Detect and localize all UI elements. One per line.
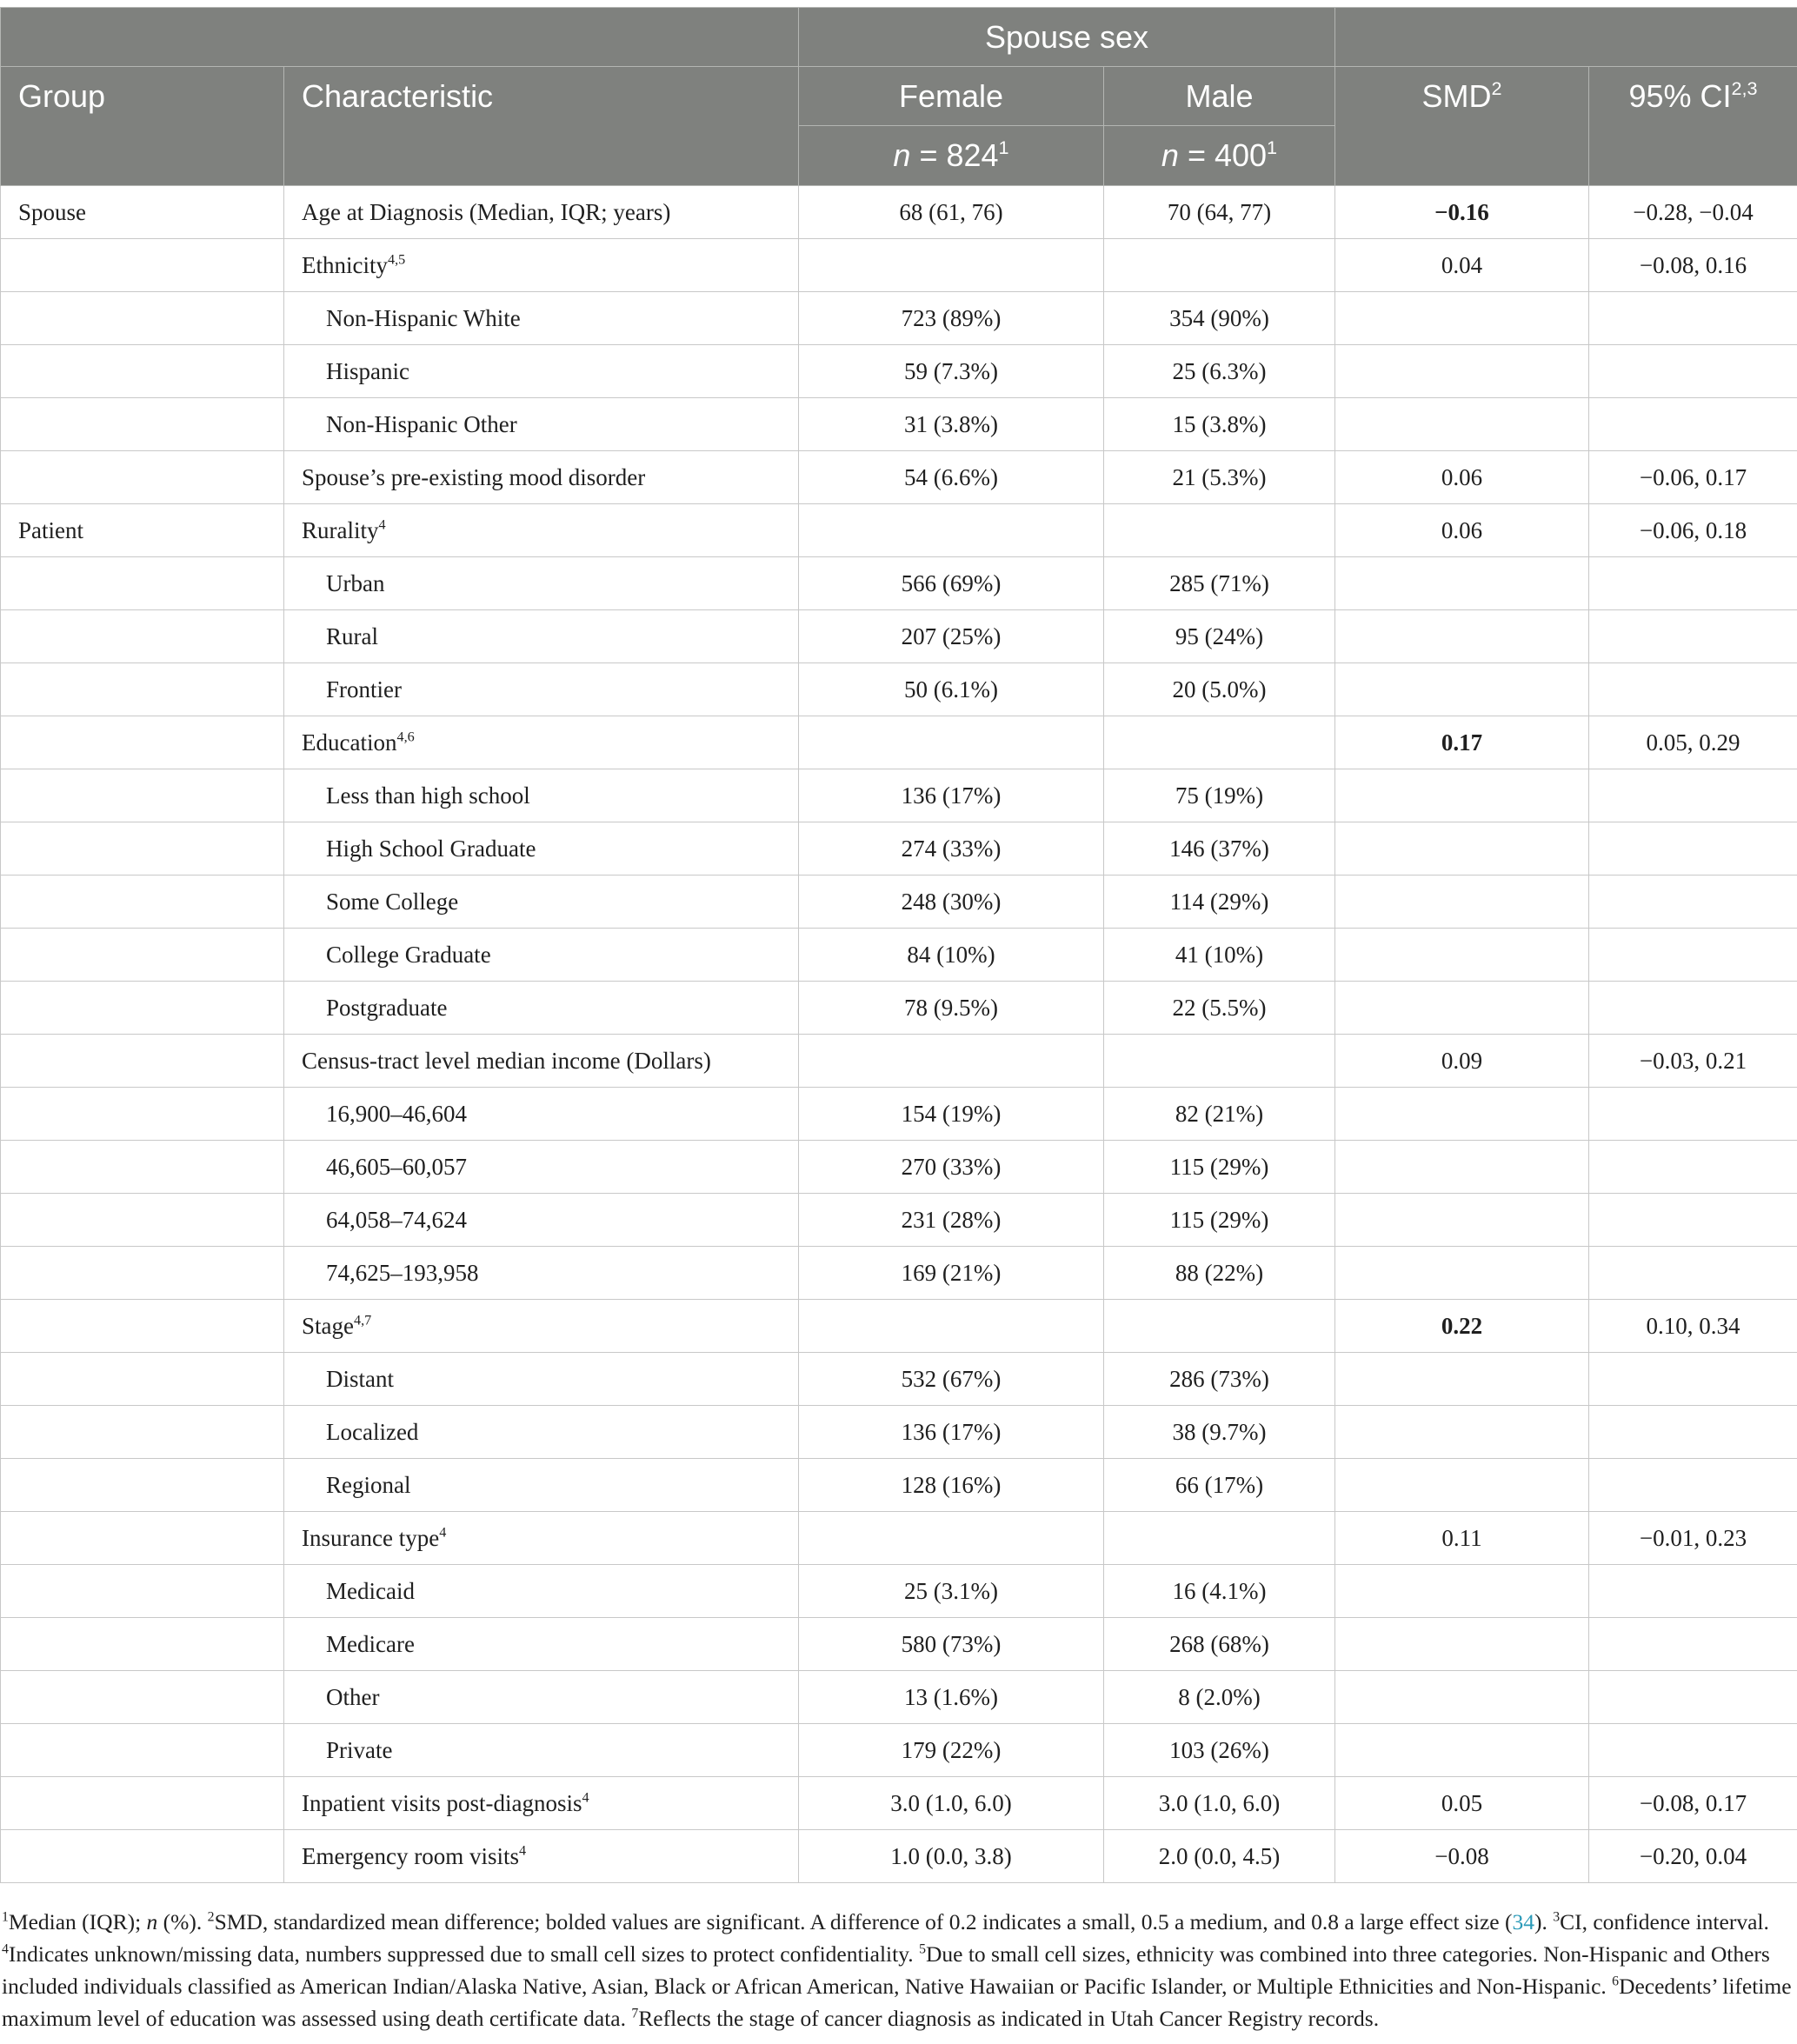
cell-group <box>1 1353 284 1406</box>
cell-group <box>1 876 284 929</box>
table-header <box>1 8 1797 186</box>
cell-group <box>1 1671 284 1724</box>
cell-group <box>1 1777 284 1830</box>
cell-smd <box>1335 769 1589 822</box>
table-row <box>1 1247 1797 1300</box>
cell-characteristic: Regional <box>284 1459 799 1512</box>
cell-characteristic: 64,058–74,624 <box>284 1194 799 1247</box>
cell-ci: −0.06, 0.18 <box>1589 504 1797 557</box>
cell-smd: 0.09 <box>1335 1035 1589 1088</box>
table-row <box>1 1618 1797 1671</box>
cell-female: 580 (73%) <box>799 1618 1104 1671</box>
cell-female: 136 (17%) <box>799 769 1104 822</box>
cell-characteristic: Other <box>284 1671 799 1724</box>
cell-characteristic: Non-Hispanic Other <box>284 398 799 451</box>
cell-female: 25 (3.1%) <box>799 1565 1104 1618</box>
cell-smd <box>1335 1194 1589 1247</box>
table-row <box>1 929 1797 982</box>
cell-ci <box>1589 1194 1797 1247</box>
cell-smd <box>1335 929 1589 982</box>
cell-male: 66 (17%) <box>1104 1459 1335 1512</box>
cell-female: 3.0 (1.0, 6.0) <box>799 1777 1104 1830</box>
cell-female <box>799 1035 1104 1088</box>
cell-male <box>1104 716 1335 769</box>
cell-ci <box>1589 929 1797 982</box>
cell-ci <box>1589 1724 1797 1777</box>
cell-female: 154 (19%) <box>799 1088 1104 1141</box>
table-row <box>1 982 1797 1035</box>
header-spouse-sex: Spouse sex <box>799 8 1335 67</box>
cell-group <box>1 929 284 982</box>
cell-characteristic: Frontier <box>284 663 799 716</box>
cell-smd: 0.17 <box>1335 716 1589 769</box>
table-row <box>1 398 1797 451</box>
cell-characteristic: Private <box>284 1724 799 1777</box>
cell-group <box>1 1830 284 1883</box>
cell-male: 8 (2.0%) <box>1104 1671 1335 1724</box>
cell-group <box>1 239 284 292</box>
table-row <box>1 451 1797 504</box>
cell-ci <box>1589 1406 1797 1459</box>
cell-group <box>1 292 284 345</box>
cell-group <box>1 1247 284 1300</box>
cell-group <box>1 1618 284 1671</box>
cell-group <box>1 1406 284 1459</box>
cell-ci <box>1589 610 1797 663</box>
table-row <box>1 769 1797 822</box>
cell-smd <box>1335 1353 1589 1406</box>
cell-characteristic: 16,900–46,604 <box>284 1088 799 1141</box>
table-body <box>1 186 1797 1883</box>
cell-characteristic: Inpatient visits post-diagnosis$^4$ <box>284 1777 799 1830</box>
cell-male: 38 (9.7%) <box>1104 1406 1335 1459</box>
cell-male <box>1104 239 1335 292</box>
cell-group: Patient <box>1 504 284 557</box>
table-row <box>1 1724 1797 1777</box>
cell-male <box>1104 504 1335 557</box>
cell-smd <box>1335 345 1589 398</box>
cell-characteristic: Stage$^{4,7}$ <box>284 1300 799 1353</box>
cell-ci <box>1589 557 1797 610</box>
cell-group <box>1 1194 284 1247</box>
cell-ci <box>1589 1459 1797 1512</box>
cell-group <box>1 1088 284 1141</box>
cell-female <box>799 1512 1104 1565</box>
cell-female: 231 (28%) <box>799 1194 1104 1247</box>
cell-characteristic: College Graduate <box>284 929 799 982</box>
cell-ci <box>1589 982 1797 1035</box>
cell-smd <box>1335 1088 1589 1141</box>
cell-male: 115 (29%) <box>1104 1141 1335 1194</box>
cell-male: 285 (71%) <box>1104 557 1335 610</box>
cell-female: 128 (16%) <box>799 1459 1104 1512</box>
cell-characteristic: Ethnicity$^{4,5}$ <box>284 239 799 292</box>
cell-female: 68 (61, 76) <box>799 186 1104 239</box>
cell-characteristic: Rural <box>284 610 799 663</box>
cell-group <box>1 663 284 716</box>
cell-smd <box>1335 1565 1589 1618</box>
cell-male: 103 (26%) <box>1104 1724 1335 1777</box>
table-row <box>1 186 1797 239</box>
cell-group <box>1 451 284 504</box>
table-footnote: $^1$Median (IQR); n (%). $^2$SMD, standardized mean difference; bolded values are significant. A difference of 0.2 indicates a small, 0.5 a medium, and 0.8 a large effect size (34). $^3$CI, confidence interval. $^4$Indicates unknown/missing data, numbers suppressed due to small cell sizes to protect confidentiality. $^5$Due to small cell sizes, ethnicity was combined into three categories. Non-Hispanic and Others included individuals classified as American Indian/Alaska Native, Asian, Black or African American, Native Hawaiian or Pacific Islander, or Multiple Ethnicities and Non-Hispanic. $^6$Decedents’ lifetime maximum level of education was assessed using death certificate data. $^7$Reflects the stage of cancer diagnosis as indicated in Utah Cancer Registry records. <box>2 1909 1792 2031</box>
cell-group <box>1 557 284 610</box>
cell-female: 179 (22%) <box>799 1724 1104 1777</box>
cell-characteristic: Postgraduate <box>284 982 799 1035</box>
cell-group <box>1 822 284 876</box>
cell-female <box>799 504 1104 557</box>
cell-smd <box>1335 1141 1589 1194</box>
table-row <box>1 822 1797 876</box>
cell-female: 1.0 (0.0, 3.8) <box>799 1830 1104 1883</box>
cell-ci: −0.08, 0.16 <box>1589 239 1797 292</box>
cell-group <box>1 610 284 663</box>
cell-male: 21 (5.3%) <box>1104 451 1335 504</box>
cell-ci <box>1589 292 1797 345</box>
cell-female: 31 (3.8%) <box>799 398 1104 451</box>
table-row <box>1 716 1797 769</box>
cell-ci <box>1589 769 1797 822</box>
cell-smd <box>1335 982 1589 1035</box>
cell-ci: −0.01, 0.23 <box>1589 1512 1797 1565</box>
cell-smd <box>1335 292 1589 345</box>
cell-characteristic: Some College <box>284 876 799 929</box>
cell-female: 723 (89%) <box>799 292 1104 345</box>
cell-characteristic: Hispanic <box>284 345 799 398</box>
cell-ci <box>1589 663 1797 716</box>
table-row <box>1 1777 1797 1830</box>
cell-smd: 0.06 <box>1335 504 1589 557</box>
cell-ci: −0.08, 0.17 <box>1589 1777 1797 1830</box>
cell-smd: 0.04 <box>1335 239 1589 292</box>
header-blank-right <box>1335 8 1797 67</box>
cell-female: 84 (10%) <box>799 929 1104 982</box>
cell-group <box>1 398 284 451</box>
table-row <box>1 1565 1797 1618</box>
cell-male: 286 (73%) <box>1104 1353 1335 1406</box>
cell-smd: 0.22 <box>1335 1300 1589 1353</box>
cell-characteristic: Urban <box>284 557 799 610</box>
cell-characteristic: Census-tract level median income (Dollars) <box>284 1035 799 1088</box>
header-ci: 95% CI$^{2,3}$ <box>1589 67 1797 186</box>
header-female: Female <box>799 67 1104 126</box>
cell-characteristic: Medicare <box>284 1618 799 1671</box>
cell-ci <box>1589 876 1797 929</box>
cell-smd <box>1335 1406 1589 1459</box>
cell-male: 75 (19%) <box>1104 769 1335 822</box>
cell-female: 274 (33%) <box>799 822 1104 876</box>
cell-characteristic: Age at Diagnosis (Median, IQR; years) <box>284 186 799 239</box>
cell-ci: 0.10, 0.34 <box>1589 1300 1797 1353</box>
cell-characteristic: Spouse’s pre-existing mood disorder <box>284 451 799 504</box>
cell-group <box>1 1459 284 1512</box>
cell-characteristic: Rurality$^4$ <box>284 504 799 557</box>
cell-male: 146 (37%) <box>1104 822 1335 876</box>
cell-ci <box>1589 1618 1797 1671</box>
header-female-n: $n = 824^1$ <box>799 126 1104 186</box>
cell-ci: −0.03, 0.21 <box>1589 1035 1797 1088</box>
cell-smd <box>1335 876 1589 929</box>
cell-male: 115 (29%) <box>1104 1194 1335 1247</box>
cell-female: 50 (6.1%) <box>799 663 1104 716</box>
table-row <box>1 1141 1797 1194</box>
table-row <box>1 1300 1797 1353</box>
cell-smd <box>1335 557 1589 610</box>
cell-smd: −0.08 <box>1335 1830 1589 1883</box>
cell-male: 15 (3.8%) <box>1104 398 1335 451</box>
cell-male: 82 (21%) <box>1104 1088 1335 1141</box>
cell-male <box>1104 1300 1335 1353</box>
table-row <box>1 1406 1797 1459</box>
cell-smd <box>1335 610 1589 663</box>
table-row <box>1 1459 1797 1512</box>
cell-female: 566 (69%) <box>799 557 1104 610</box>
table-row <box>1 610 1797 663</box>
cell-female: 270 (33%) <box>799 1141 1104 1194</box>
table-row <box>1 663 1797 716</box>
cell-characteristic: High School Graduate <box>284 822 799 876</box>
header-characteristic: Characteristic <box>284 67 799 186</box>
cell-characteristic: 74,625–193,958 <box>284 1247 799 1300</box>
cell-smd: −0.16 <box>1335 186 1589 239</box>
cell-male: 3.0 (1.0, 6.0) <box>1104 1777 1335 1830</box>
cell-ci <box>1589 1088 1797 1141</box>
cell-group <box>1 716 284 769</box>
cell-ci <box>1589 1671 1797 1724</box>
cell-smd <box>1335 1671 1589 1724</box>
cell-female: 136 (17%) <box>799 1406 1104 1459</box>
table-row <box>1 1353 1797 1406</box>
cell-smd <box>1335 822 1589 876</box>
cell-male: 354 (90%) <box>1104 292 1335 345</box>
cell-male: 114 (29%) <box>1104 876 1335 929</box>
cell-female: 78 (9.5%) <box>799 982 1104 1035</box>
characteristics-table <box>0 7 1797 1883</box>
header-blank-left <box>1 8 799 67</box>
reference-link[interactable]: 34 <box>1512 1909 1534 1934</box>
cell-female: 207 (25%) <box>799 610 1104 663</box>
table-row <box>1 504 1797 557</box>
cell-ci <box>1589 1565 1797 1618</box>
cell-ci <box>1589 398 1797 451</box>
cell-group <box>1 1141 284 1194</box>
cell-male: 41 (10%) <box>1104 929 1335 982</box>
cell-group <box>1 1300 284 1353</box>
cell-female <box>799 1300 1104 1353</box>
cell-characteristic: Less than high school <box>284 769 799 822</box>
cell-group <box>1 345 284 398</box>
cell-characteristic: Distant <box>284 1353 799 1406</box>
cell-group <box>1 1035 284 1088</box>
cell-ci: 0.05, 0.29 <box>1589 716 1797 769</box>
cell-group <box>1 1565 284 1618</box>
cell-female: 532 (67%) <box>799 1353 1104 1406</box>
cell-male: 25 (6.3%) <box>1104 345 1335 398</box>
header-male-n: $n = 400^1$ <box>1104 126 1335 186</box>
cell-ci: −0.06, 0.17 <box>1589 451 1797 504</box>
cell-female <box>799 239 1104 292</box>
cell-characteristic: Localized <box>284 1406 799 1459</box>
cell-ci <box>1589 345 1797 398</box>
cell-male: 22 (5.5%) <box>1104 982 1335 1035</box>
cell-ci: −0.28, −0.04 <box>1589 186 1797 239</box>
cell-smd <box>1335 663 1589 716</box>
table-row <box>1 1088 1797 1141</box>
cell-ci <box>1589 1353 1797 1406</box>
cell-female: 169 (21%) <box>799 1247 1104 1300</box>
cell-male: 20 (5.0%) <box>1104 663 1335 716</box>
cell-characteristic: Emergency room visits$^4$ <box>284 1830 799 1883</box>
header-group: Group <box>1 67 284 186</box>
cell-smd: 0.05 <box>1335 1777 1589 1830</box>
table-row <box>1 1830 1797 1883</box>
cell-group: Spouse <box>1 186 284 239</box>
table-row <box>1 1035 1797 1088</box>
cell-female: 54 (6.6%) <box>799 451 1104 504</box>
cell-smd <box>1335 1247 1589 1300</box>
cell-smd <box>1335 398 1589 451</box>
cell-male <box>1104 1035 1335 1088</box>
header-male: Male <box>1104 67 1335 126</box>
cell-female: 59 (7.3%) <box>799 345 1104 398</box>
cell-smd: 0.11 <box>1335 1512 1589 1565</box>
cell-female: 13 (1.6%) <box>799 1671 1104 1724</box>
table-container <box>0 7 1797 1883</box>
cell-smd <box>1335 1618 1589 1671</box>
table-row <box>1 1671 1797 1724</box>
cell-group <box>1 1512 284 1565</box>
cell-male: 88 (22%) <box>1104 1247 1335 1300</box>
table-row <box>1 292 1797 345</box>
cell-group <box>1 1724 284 1777</box>
cell-female <box>799 716 1104 769</box>
cell-characteristic: Education$^{4,6}$ <box>284 716 799 769</box>
cell-characteristic: Insurance type$^4$ <box>284 1512 799 1565</box>
cell-male: 95 (24%) <box>1104 610 1335 663</box>
cell-characteristic: Non-Hispanic White <box>284 292 799 345</box>
cell-ci <box>1589 1247 1797 1300</box>
cell-ci <box>1589 1141 1797 1194</box>
table-row <box>1 876 1797 929</box>
cell-characteristic: 46,605–60,057 <box>284 1141 799 1194</box>
table-row <box>1 1512 1797 1565</box>
cell-male: 268 (68%) <box>1104 1618 1335 1671</box>
cell-smd <box>1335 1724 1589 1777</box>
cell-male <box>1104 1512 1335 1565</box>
header-smd: SMD$^2$ <box>1335 67 1589 186</box>
cell-female: 248 (30%) <box>799 876 1104 929</box>
cell-male: 16 (4.1%) <box>1104 1565 1335 1618</box>
table-row <box>1 345 1797 398</box>
cell-group <box>1 769 284 822</box>
cell-ci <box>1589 822 1797 876</box>
cell-smd <box>1335 1459 1589 1512</box>
cell-characteristic: Medicaid <box>284 1565 799 1618</box>
table-row <box>1 557 1797 610</box>
cell-male: 70 (64, 77) <box>1104 186 1335 239</box>
cell-smd: 0.06 <box>1335 451 1589 504</box>
cell-male: 2.0 (0.0, 4.5) <box>1104 1830 1335 1883</box>
table-row <box>1 1194 1797 1247</box>
table-row <box>1 239 1797 292</box>
cell-group <box>1 982 284 1035</box>
cell-ci: −0.20, 0.04 <box>1589 1830 1797 1883</box>
